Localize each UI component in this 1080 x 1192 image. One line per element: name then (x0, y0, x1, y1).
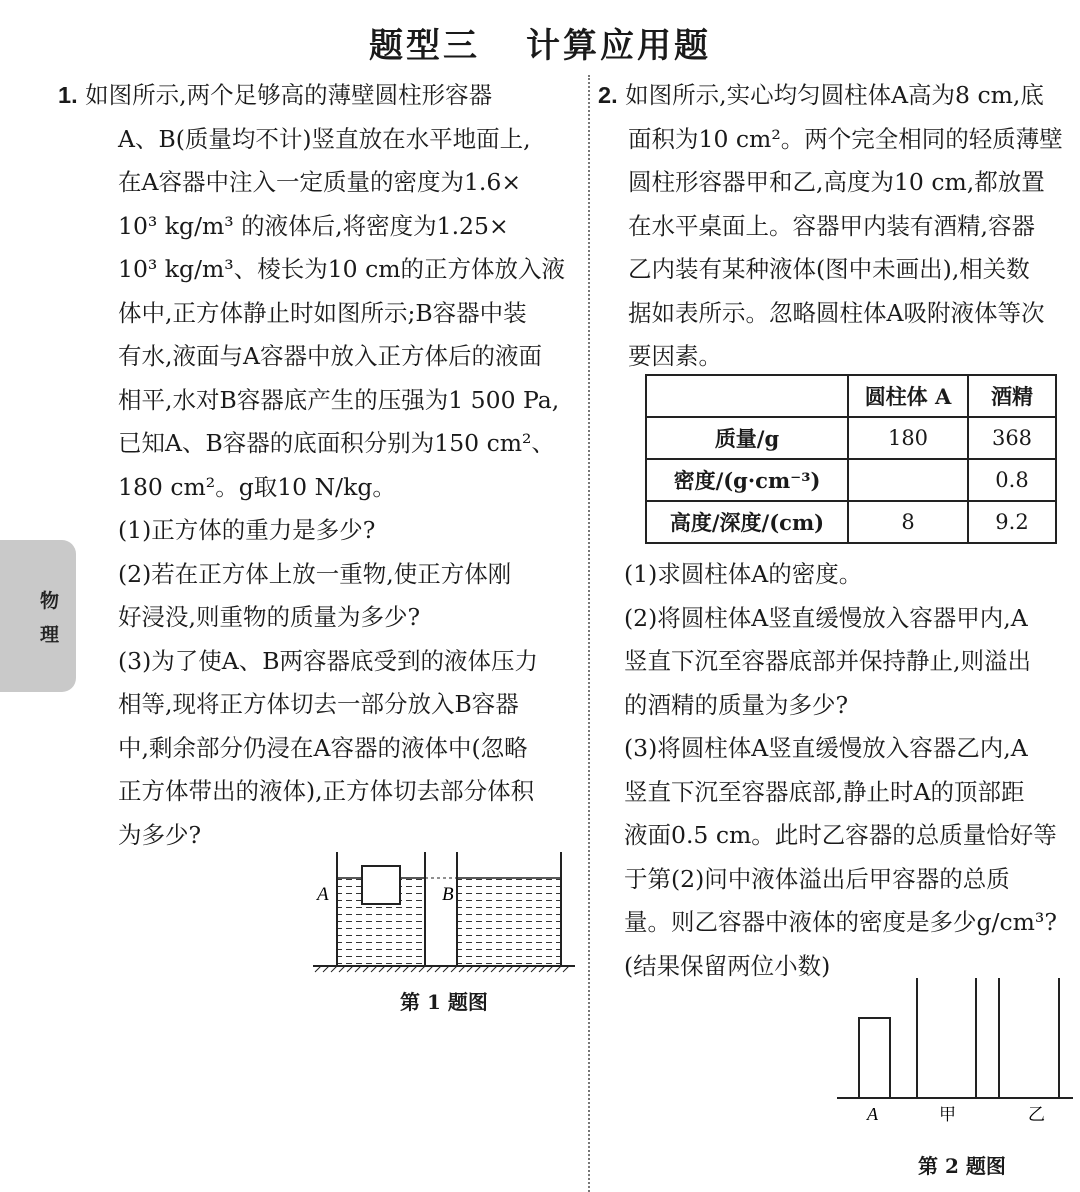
q2-sub-2: 竖直下沉至容器底部并保持静止,则溢出 (624, 647, 1031, 675)
figure-1-label-a: A (317, 884, 329, 905)
q1-line-6: 有水,液面与A容器中放入正方体后的液面 (118, 342, 542, 370)
q1-line-2: 在A容器中注入一定质量的密度为1.6× (118, 168, 522, 196)
table-cell: 密度/(g·cm⁻³) (646, 459, 848, 501)
table-cell: 质量/g (646, 417, 848, 459)
section-title-part1: 题型三 (369, 26, 480, 66)
cube (362, 866, 400, 904)
q1-line-3: 10³ kg/m³ 的液体后,将密度为1.25× (118, 211, 509, 240)
table-cell: 0.8 (968, 459, 1056, 501)
table-header-cell (646, 375, 848, 417)
figure-1-label-b: B (442, 884, 454, 905)
question-2-subs (598, 553, 1074, 988)
figure-2-label-a: A (867, 1104, 878, 1124)
table-cell: 高度/深度/(cm) (646, 501, 848, 543)
table-row (646, 417, 1056, 459)
table-header-cell: 酒精 (968, 375, 1056, 417)
table-row (646, 501, 1056, 543)
table-header-cell: 圆柱体 A (848, 375, 968, 417)
table-cell: 368 (968, 417, 1056, 459)
q2-sub-3: 的酒精的质量为多少? (624, 690, 849, 719)
q2-sub-9: (结果保留两位小数) (624, 951, 831, 980)
q1-sub-1: (2)若在正方体上放一重物,使正方体刚 (118, 559, 512, 588)
figure-2-label-yi: 乙 (1028, 1105, 1045, 1125)
q2-line-5: 据如表所示。忽略圆柱体A吸附液体等次 (628, 298, 1045, 327)
q1-sub-2: 好浸没,则重物的质量为多少? (118, 603, 421, 631)
q2-sub-0: (1)求圆柱体A的密度。 (624, 560, 863, 588)
figure-2-label-jia: 甲 (939, 1105, 956, 1125)
q1-sub-0: (1)正方体的重力是多少? (118, 516, 376, 544)
q1-line-0: 如图所示,两个足够高的薄壁圆柱形容器 (85, 81, 493, 109)
question-2 (598, 74, 1074, 379)
table-cell: 180 (848, 417, 968, 459)
q2-line-4: 乙内装有某种液体(图中未画出),相关数 (628, 255, 1030, 283)
q2-sub-5: 竖直下沉至容器底部,静止时A的顶部距 (624, 777, 1025, 806)
section-title-part2: 计算应用题 (526, 26, 711, 66)
q2-line (598, 74, 1074, 118)
q2-sub-4: (3)将圆柱体A竖直缓慢放入容器乙内,A (624, 734, 1028, 762)
table-cell: 9.2 (968, 501, 1056, 543)
table-row (646, 459, 1056, 501)
table-header-row (646, 375, 1056, 417)
q1-line-8: 已知A、B容器的底面积分别为150 cm²、 (118, 429, 555, 457)
q2-sub-8: 量。则乙容器中液体的密度是多少g/cm³? (624, 908, 1057, 936)
q1-line-5: 体中,正方体静止时如图所示;B容器中装 (118, 298, 527, 327)
q2-line-6: 要因素。 (628, 342, 722, 370)
table-cell (848, 459, 968, 501)
q2-sub-6: 液面0.5 cm。此时乙容器的总质量恰好等 (624, 821, 1057, 849)
figure-2-diagram (835, 975, 1075, 1125)
figure-1-diagram (305, 848, 585, 978)
q1-sub-3: (3)为了使A、B两容器底受到的液体压力 (118, 646, 539, 675)
q2-line-2: 圆柱形容器甲和乙,高度为10 cm,都放置 (628, 168, 1045, 196)
figure-2-caption: 第 2 题图 (918, 1154, 1006, 1178)
q1-sub-7: 为多少? (118, 820, 202, 849)
q2-data-table (645, 374, 1057, 544)
column-divider (588, 75, 590, 1192)
q1-sub-4: 相等,现将正方体切去一部分放入B容器 (118, 690, 519, 718)
question-1 (58, 74, 584, 857)
side-tab-char-1: 物 (40, 590, 60, 612)
q2-sub-1: (2)将圆柱体A竖直缓慢放入容器甲内,A (624, 603, 1028, 632)
section-title (0, 18, 1080, 67)
q1-line-7: 相平,水对B容器底产生的压强为1 500 Pa, (118, 385, 560, 414)
cylinder-a (859, 1018, 890, 1098)
q1-sub-6: 正方体带出的液体),正方体切去部分体积 (118, 777, 535, 805)
q1-line (58, 74, 584, 118)
q1-number: 1. (58, 82, 78, 108)
q1-sub-5: 中,剩余部分仍浸在A容器的液体中(忽略 (118, 733, 528, 762)
q1-line-1: A、B(质量均不计)竖直放在水平地面上, (118, 124, 531, 153)
figure-1-caption: 第 1 题图 (400, 990, 488, 1014)
subject-side-tab (0, 540, 76, 692)
q2-sub-7: 于第(2)问中液体溢出后甲容器的总质 (624, 864, 1010, 893)
q2-number: 2. (598, 82, 618, 108)
q2-line-3: 在水平桌面上。容器甲内装有酒精,容器 (628, 211, 1035, 240)
q2-line-0: 如图所示,实心均匀圆柱体A高为8 cm,底 (625, 81, 1044, 109)
q1-line-9: 180 cm²。g取10 N/kg。 (118, 472, 396, 501)
q1-line-4: 10³ kg/m³、棱长为10 cm的正方体放入液 (118, 255, 566, 283)
side-tab-char-2: 理 (40, 624, 60, 646)
table-cell: 8 (848, 501, 968, 543)
q2-line-1: 面积为10 cm²。两个完全相同的轻质薄壁 (628, 124, 1063, 153)
